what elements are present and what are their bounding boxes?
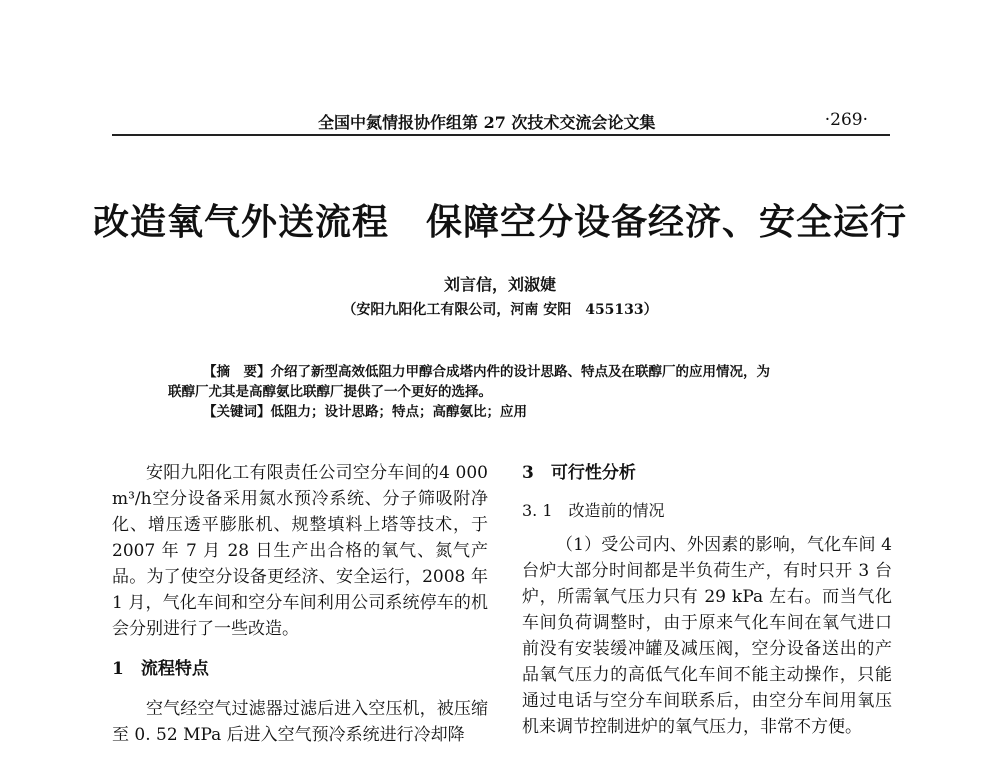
- abstract-block: [168, 362, 858, 422]
- section-1-paragraph: 空气经空气过滤器过滤后进入空压机，被压缩至 0. 52 MPa 后进入空气预冷系统进行冷却降: [112, 699, 488, 745]
- paper-title: 改造氧气外送流程 保障空分设备经济、安全运行: [92, 201, 907, 243]
- section-1-heading: 1 流程特点: [112, 659, 209, 679]
- keywords-label: 【关键词】: [203, 404, 271, 420]
- running-header: [112, 108, 890, 136]
- abstract-text-1: 介绍了新型高效低阻力甲醇合成塔内件的设计思路、特点及在联醇厂的应用情况，为: [270, 364, 770, 380]
- abstract-line2: 联醇厂尤其是高醇氨比联醇厂提供了一个更好的选择。: [168, 384, 492, 400]
- authors: 刘言信，刘淑婕: [443, 275, 556, 294]
- section-3-1-heading: 3. 1 改造前的情况: [522, 501, 665, 520]
- section-3-1-paragraph: （1）受公司内、外因素的影响，气化车间 4 台炉大部分时间都是半负荷生产，有时只开 3 台炉，所需氧气压力只有 29 kPa 左右。而当气化车间负荷调整时，由于原来气化车间在氧气进口前没有安装缓冲罐及减压阀，空分设备送出的产品氧气压力的高低气化车间不能主动操作，只能通过电话与空分车间联系后，由空分车间用氧压机来调节控制进炉的氧气压力，非常不方便。: [522, 535, 892, 737]
- section-3-heading: 3 可行性分析: [522, 463, 636, 483]
- right-column: [522, 460, 892, 740]
- abstract-label: 【摘 要】: [203, 364, 271, 380]
- abstract-line1: [168, 362, 858, 382]
- affiliation: （安阳九阳化工有限公司，河南 安阳 455133）: [342, 302, 658, 318]
- left-column: [112, 460, 488, 748]
- page-number: ·269·: [824, 110, 868, 130]
- intro-paragraph: 安阳九阳化工有限责任公司空分车间的4 000 m³/h空分设备采用氮水预冷系统、分子筛吸附净化、增压透平膨胀机、规整填料上塔等技术，于2007 年 7 月 28 日生产出合格的氧气、氮气产品。为了使空分设备更经济、安全运行，2008 年 1 月，气化车间和空分车间利用公司系统停车的机会分别进行了一些改造。: [112, 463, 488, 639]
- keywords-line: [168, 402, 858, 422]
- journal-title: 全国中氮情报协作组第 27 次技术交流会论文集: [318, 113, 656, 132]
- keywords-text: 低阻力；设计思路；特点；高醇氨比；应用: [270, 404, 527, 420]
